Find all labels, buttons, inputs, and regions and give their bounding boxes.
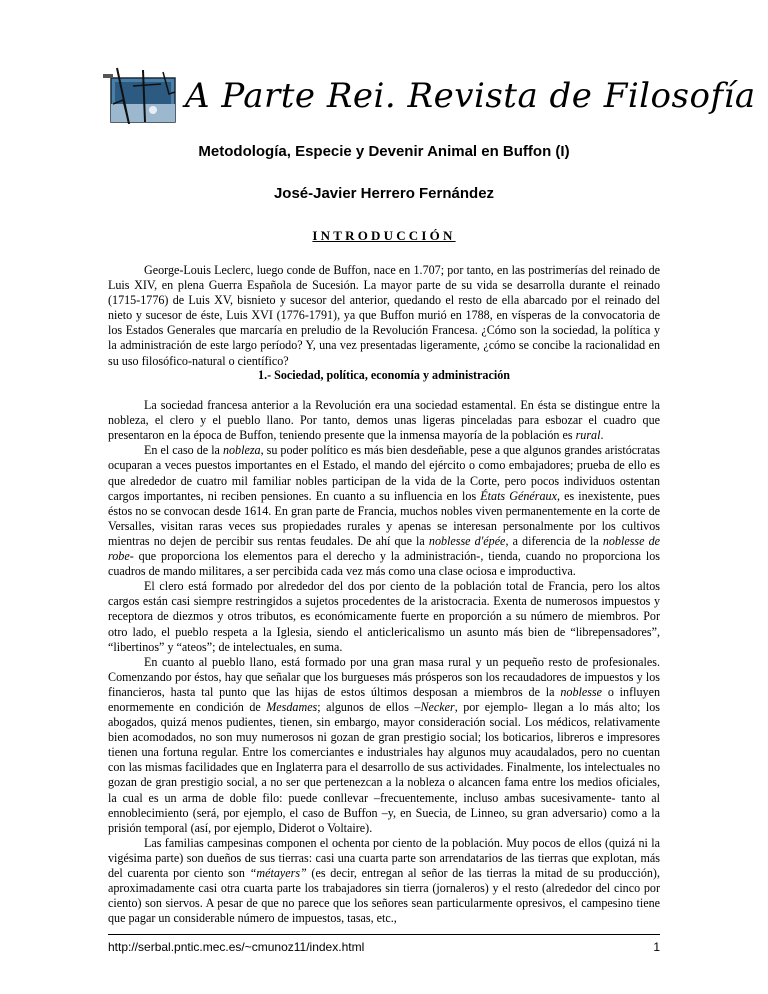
section-1-paragraph-4: En cuanto al pueblo llano, está formado por una gran masa rural y un pequeño resto de profesionales. Comenzando por éstos, hay que señalar que los burgueses más prósperos son los recaudadores de impuestos y los financieros, hasta tal punto que las hijas de estos últimos desposan a miembros de la noblesse o influyen enormemente en condición de Mesdames; algunos de ellos –Necker, por ejemplo- llegan a lo más alto; los abogados, quizá menos pudientes, tienen, sin embargo, mayor consideración social. Los médicos, relativamente bien acomodados, no son muy numerosos ni gozan de gran prestigio social; los boticarios, libreros e impresores tienen una fortuna regular. Entre los comerciantes e industriales hay algunos muy acaudalados, pero no cuentan con las mismas facilidades que en Inglaterra para el desarrollo de sus actividades. Finalmente, los intelectuales no gozan de gran prestigio social, a no ser que pertenezcan a la nobleza o alcancen fama entre los medios oficiales, la cual es un arma de doble filo: puede conllevar –frecuentemente, incluso ambas sucesivamente- tanto al ennoblecimiento (será, por ejemplo, el caso de Buffon –y, en Suecia, de Linneo, su gran adversario) como a la prisión temporal (así, por ejemplo, Diderot o Voltaire). [108, 654, 660, 835]
section-1-paragraph-3: El clero está formado por alrededor del dos por ciento de la población total de Francia, pero los altos cargos están casi siempre restringidos a sujetos procedentes de la aristocracia. Exenta de numerosos impuestos y receptora de diezmos y otros tributos, es económicamente fuerte en proporción a su número de miembros. Por otro lado, el pueblo respeta a la Iglesia, siendo el anticlericalismo un asunto más bien de “librepensadores”, “libertinos” y “ateos”; de intelectuales, en suma. [108, 579, 660, 654]
journal-title: A Parte Rei. Revista de Filosofía [185, 76, 756, 116]
footer-divider [108, 934, 660, 935]
article-author: José-Javier Herrero Fernández [273, 185, 495, 202]
logo-graphic [103, 64, 183, 124]
page-number: 1 [653, 940, 660, 954]
section-1-paragraph-5: Las familias campesinas componen el ochenta por ciento de la población. Muy pocos de ellos (quizá ni la vigésima parte) son dueños de sus tierras: casi una cuarta parte son arrendatarios de las tierras que explotan, más del cuarenta por ciento son “métayers” (es decir, entregan al señor de las tierras la mitad de su producción), aproximadamente casi otra cuarta parte los trabajadores sin tierra (jornaleros) y el resto (alrededor del cinco por ciento) son siervos. A pesar de que no parece que los señores sean particularmente opresivos, el campesino tiene que pagar un considerable número de impuestos, tasas, etc., [108, 835, 660, 926]
journal-logo-icon [103, 64, 183, 124]
section-1-paragraph-1: La sociedad francesa anterior a la Revolución era una sociedad estamental. En ésta se distingue entre la nobleza, el clero y el pueblo llano. Por tanto, demos unas ligeras pinceladas para esbozar el cuadro que presentaron en la época de Buffon, teniendo presente que la inmensa mayoría de la población es rural. [108, 398, 660, 443]
journal-masthead [103, 64, 756, 124]
section-1-block [108, 368, 660, 926]
section-heading: INTRODUCCIÓN [312, 228, 456, 243]
section-1-paragraph-2: En el caso de la nobleza, su poder político es más bien desdeñable, pese a que algunos grandes aristócratas ocuparan a veces puestos importantes en el Estado, el mando del ejército o como embajadores; prueba de ello es que alrededor de cuatro mil familiar nobles participan de la vida de la Corte, pero pocos individuos ostentan cargos importantes, ni reciben pensiones. En cuanto a su influencia en los États Généraux, es inexistente, pues éstos no se convocan desde 1614. En gran parte de Francia, muchos nobles viven permanentemente en la corte de Versalles, visitan raras veces sus propiedades rurales y apenas se interesan personalmente por los cultivos mientras no dejen de percibir sus rentas feudales. De ahí que la noblesse d'épée, a diferencia de la noblesse de robe- que proporciona los elementos para el derecho y la administración-, tienda, cuando no proporciona los cuadros de mando militares, a ser percibida cada vez más como una clase ociosa e improductiva. [108, 443, 660, 579]
article-title: Metodología, Especie y Devenir Animal en Buffon (I) [198, 143, 570, 160]
intro-paragraph: George-Louis Leclerc, luego conde de Buffon, nace en 1.707; por tanto, en las postrimerías del reinado de Luis XIV, en plena Guerra Española de Sucesión. La mayor parte de su vida se desarrolla durante el reinado (1715-1776) de Luis XV, bisnieto y sucesor del anterior, quedando el resto de ella abarcado por el reinado del nieto y sucesor de éste, Luis XVI (1776-1791), ya que Buffon murió en 1788, en vísperas de la convocatoria de los Estados Generales que marcaría en preludio de la Revolución Francesa. ¿Cómo son la sociedad, la política y la administración de este largo período? Y, una vez presentadas ligeramente, ¿cómo se concibe la racionalidad en su uso filosófico-natural o científico? [108, 263, 660, 368]
footer-url: http://serbal.pntic.mec.es/~cmunoz11/index.html [108, 940, 365, 954]
intro-block [108, 263, 660, 369]
section-1-heading: 1.- Sociedad, política, economía y administración [258, 368, 510, 382]
